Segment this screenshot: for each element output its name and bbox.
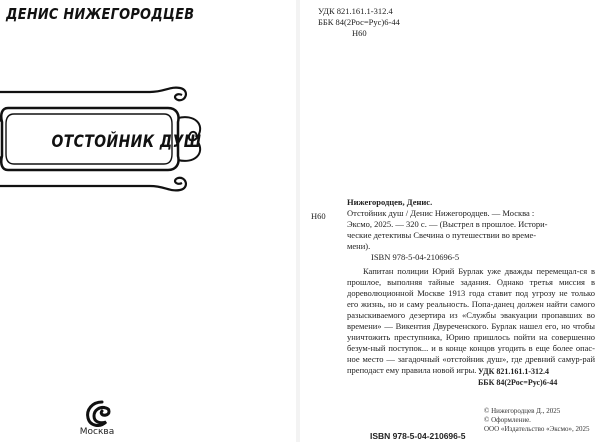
record-line: мени). — [347, 241, 371, 251]
title-plate — [0, 84, 225, 194]
catalog-bbk: ББК 84(2Рос=Рус)6-44 — [318, 17, 400, 27]
author-name: ДЕНИС НИЖЕГОРОДЦЕВ — [6, 5, 195, 23]
bottom-catalog-bbk: ББК 84(2Рос=Рус)6-44 — [478, 378, 558, 387]
publisher-logo-icon — [80, 400, 120, 430]
record-line: Отстойник душ / Денис Нижегородцев. — Москва : — [347, 208, 535, 218]
catalog-author-code: Н60 — [352, 28, 367, 38]
copyright-line: © Оформление. — [484, 416, 531, 424]
book-title: ОТСТОЙНИК ДУШ — [51, 132, 202, 152]
record-heading: Нижегородцев, Денис. — [347, 197, 433, 207]
record-isbn: ISBN 978-5-04-210696-5 — [371, 252, 460, 262]
record-author-code: Н60 — [311, 211, 326, 221]
record-line: Эксмо, 2025. — 320 с. — (Выстрел в прошлое. Истори- — [347, 219, 548, 229]
catalog-udk: УДК 821.161.1-312.4 — [318, 6, 393, 16]
record-line: ческие детективы Свечина о путешествии во време- — [347, 230, 537, 240]
copyright-line: ООО «Издательство «Эксмо», 2025 — [484, 425, 590, 433]
bottom-catalog-udk: УДК 821.161.1-312.4 — [478, 367, 550, 376]
bibliographic-record — [347, 197, 595, 376]
annotation-text: Капитан полиции Юрий Бурлак уже дважды перемещал-ся в прошлое, выполняя тайные задания. Однако третья миссия в дореволюционной Москве 1913 года ставит под угрозу не только его жизнь, но и саму реальность. Попа-данец должен найти самого разыскиваемого дезертира из «Службы эвакуации пропавших во времени» — Викентия Двуреченского. Бурлак нашел его, но чтобы уничтожить преступника, Юрию пришлось пойти на совершенно безум-ный поступок... и в конце концов угодить в еще более опас-ное место — загадочный «отстойник душ», где древний самур-рай преподаст ему правила новой игры. — [347, 266, 595, 375]
copyright-line: © Нижегородцев Д., 2025 — [484, 407, 561, 415]
copyright-block — [484, 407, 590, 434]
publisher-city: Москва — [79, 427, 115, 437]
bottom-isbn: ISBN 978-5-04-210696-5 — [370, 431, 466, 441]
left-page — [0, 0, 296, 442]
